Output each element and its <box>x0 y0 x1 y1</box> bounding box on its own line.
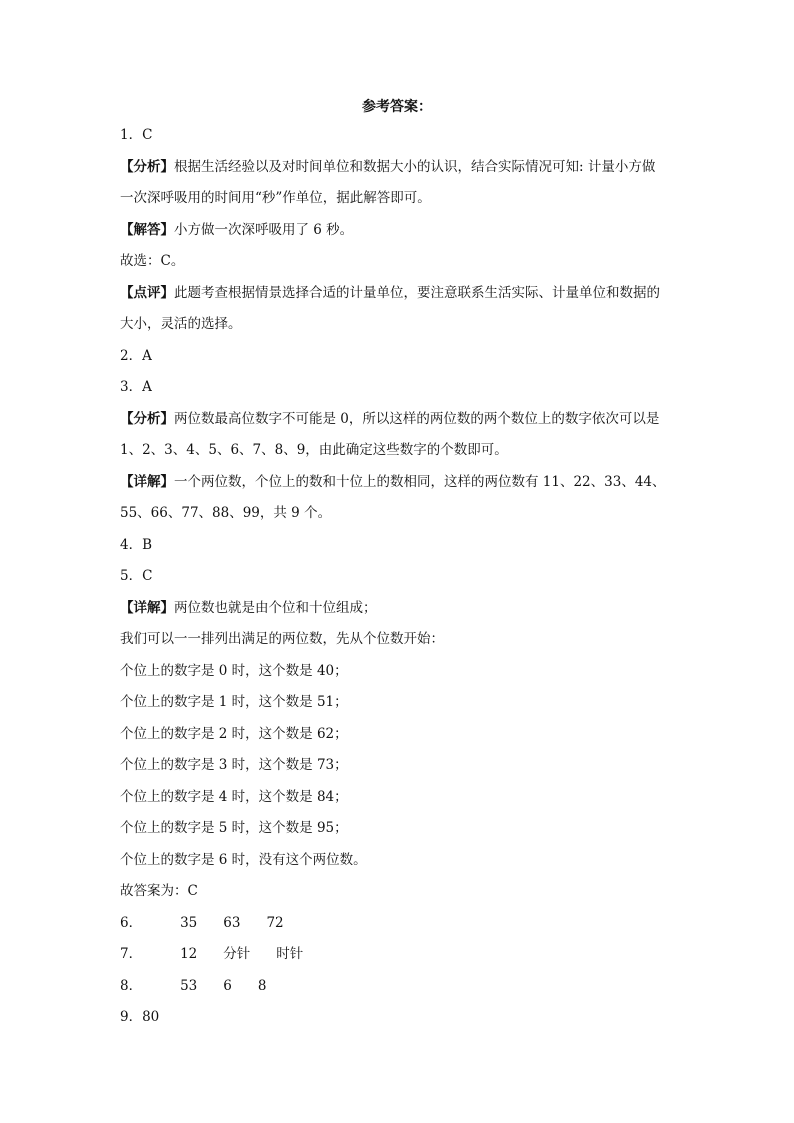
q5-line-3: 个位上的数字是 1 时，这个数是 51； <box>120 694 348 710</box>
q6-blank-3: 72 <box>266 914 284 931</box>
q1-answer-line <box>120 215 680 247</box>
answer-q4: 4．B <box>120 536 153 553</box>
q5-detail-text: 两位数也就是由个位和十位组成； <box>174 599 377 616</box>
q1-analysis-line-2: 一次深呼吸用的时间用“秒”作单位，据此解答即可。 <box>120 190 431 206</box>
q3-detail-line-1 <box>120 467 680 499</box>
q5-line-1: 我们可以一一排列出满足的两位数，先从个位数开始： <box>120 631 444 647</box>
q6-blank-1: 35 <box>180 914 198 931</box>
answer-q7 <box>120 939 680 971</box>
q3-analysis-text-1: 两位数最高位数字不可能是 0，所以这样的两位数的两个数位上的数字依次可以是 <box>174 410 660 427</box>
q1-comment-text-1: 此题考查根据情景选择合适的计量单位，要注意联系生活实际、计量单位和数据的 <box>174 284 660 301</box>
q6-number: 6． <box>120 914 143 931</box>
answer-q1: 1．C <box>120 127 153 143</box>
answer-q6 <box>120 908 680 940</box>
q5-line-8: 个位上的数字是 6 时，没有这个两位数。 <box>120 851 367 868</box>
q8-blank-3: 8 <box>257 977 267 994</box>
q6-blank-2: 63 <box>223 914 241 931</box>
q8-blank-1: 53 <box>180 977 198 994</box>
detail-tag: 【详解】 <box>120 473 174 490</box>
q5-line-2: 个位上的数字是 0 时，这个数是 40； <box>120 662 348 679</box>
q3-detail-text-1: 一个两位数，个位上的数和十位上的数相同，这样的两位数有 11、22、33、44、 <box>174 473 666 490</box>
detail-tag: 【详解】 <box>120 599 174 616</box>
answer-content <box>120 120 680 1034</box>
q5-line-4: 个位上的数字是 2 时，这个数是 62； <box>120 725 348 742</box>
q1-answer-text: 小方做一次深呼吸用了 6 秒。 <box>174 221 354 238</box>
q1-analysis-line-1 <box>120 152 680 184</box>
q8-number: 8． <box>120 977 143 994</box>
q7-blank-3: 时针 <box>276 946 304 962</box>
q5-line-5: 个位上的数字是 3 时，这个数是 73； <box>120 757 348 773</box>
q3-analysis-line-2: 1、2、3、4、5、6、7、8、9，由此确定这些数字的个数即可。 <box>120 442 508 458</box>
q7-blank-1: 12 <box>180 946 198 962</box>
q1-comment-line-2: 大小，灵活的选择。 <box>120 316 242 332</box>
q1-comment-line-1 <box>120 278 680 310</box>
answer-q8 <box>120 971 680 1003</box>
answer-q3: 3．A <box>120 379 152 395</box>
answer-q5: 5．C <box>120 568 153 584</box>
q3-analysis-line-1 <box>120 404 680 436</box>
answer-tag: 【解答】 <box>120 221 174 238</box>
q3-detail-line-2: 55、66、77、88、99，共 9 个。 <box>120 505 332 521</box>
q7-blank-2: 分针 <box>223 946 251 962</box>
analysis-tag: 【分析】 <box>120 410 174 427</box>
q5-line-7: 个位上的数字是 5 时，这个数是 95； <box>120 820 348 836</box>
q7-number: 7． <box>120 946 143 962</box>
q8-blank-2: 6 <box>223 977 232 994</box>
page-title: 参考答案： <box>362 99 432 115</box>
q1-analysis-text-1: 根据生活经验以及对时间单位和数据大小的认识，结合实际情况可知: 计量小方做 <box>174 158 656 175</box>
q5-line-6: 个位上的数字是 4 时，这个数是 84； <box>120 788 348 805</box>
comment-tag: 【点评】 <box>120 284 174 301</box>
q5-answer-line: 故答案为：C <box>120 883 198 899</box>
answer-q2: 2．A <box>120 347 152 364</box>
q5-detail-line <box>120 593 680 625</box>
q1-choice-line: 故选：C。 <box>120 253 185 269</box>
answer-q9: 9．80 <box>120 1009 160 1025</box>
analysis-tag: 【分析】 <box>120 158 174 175</box>
